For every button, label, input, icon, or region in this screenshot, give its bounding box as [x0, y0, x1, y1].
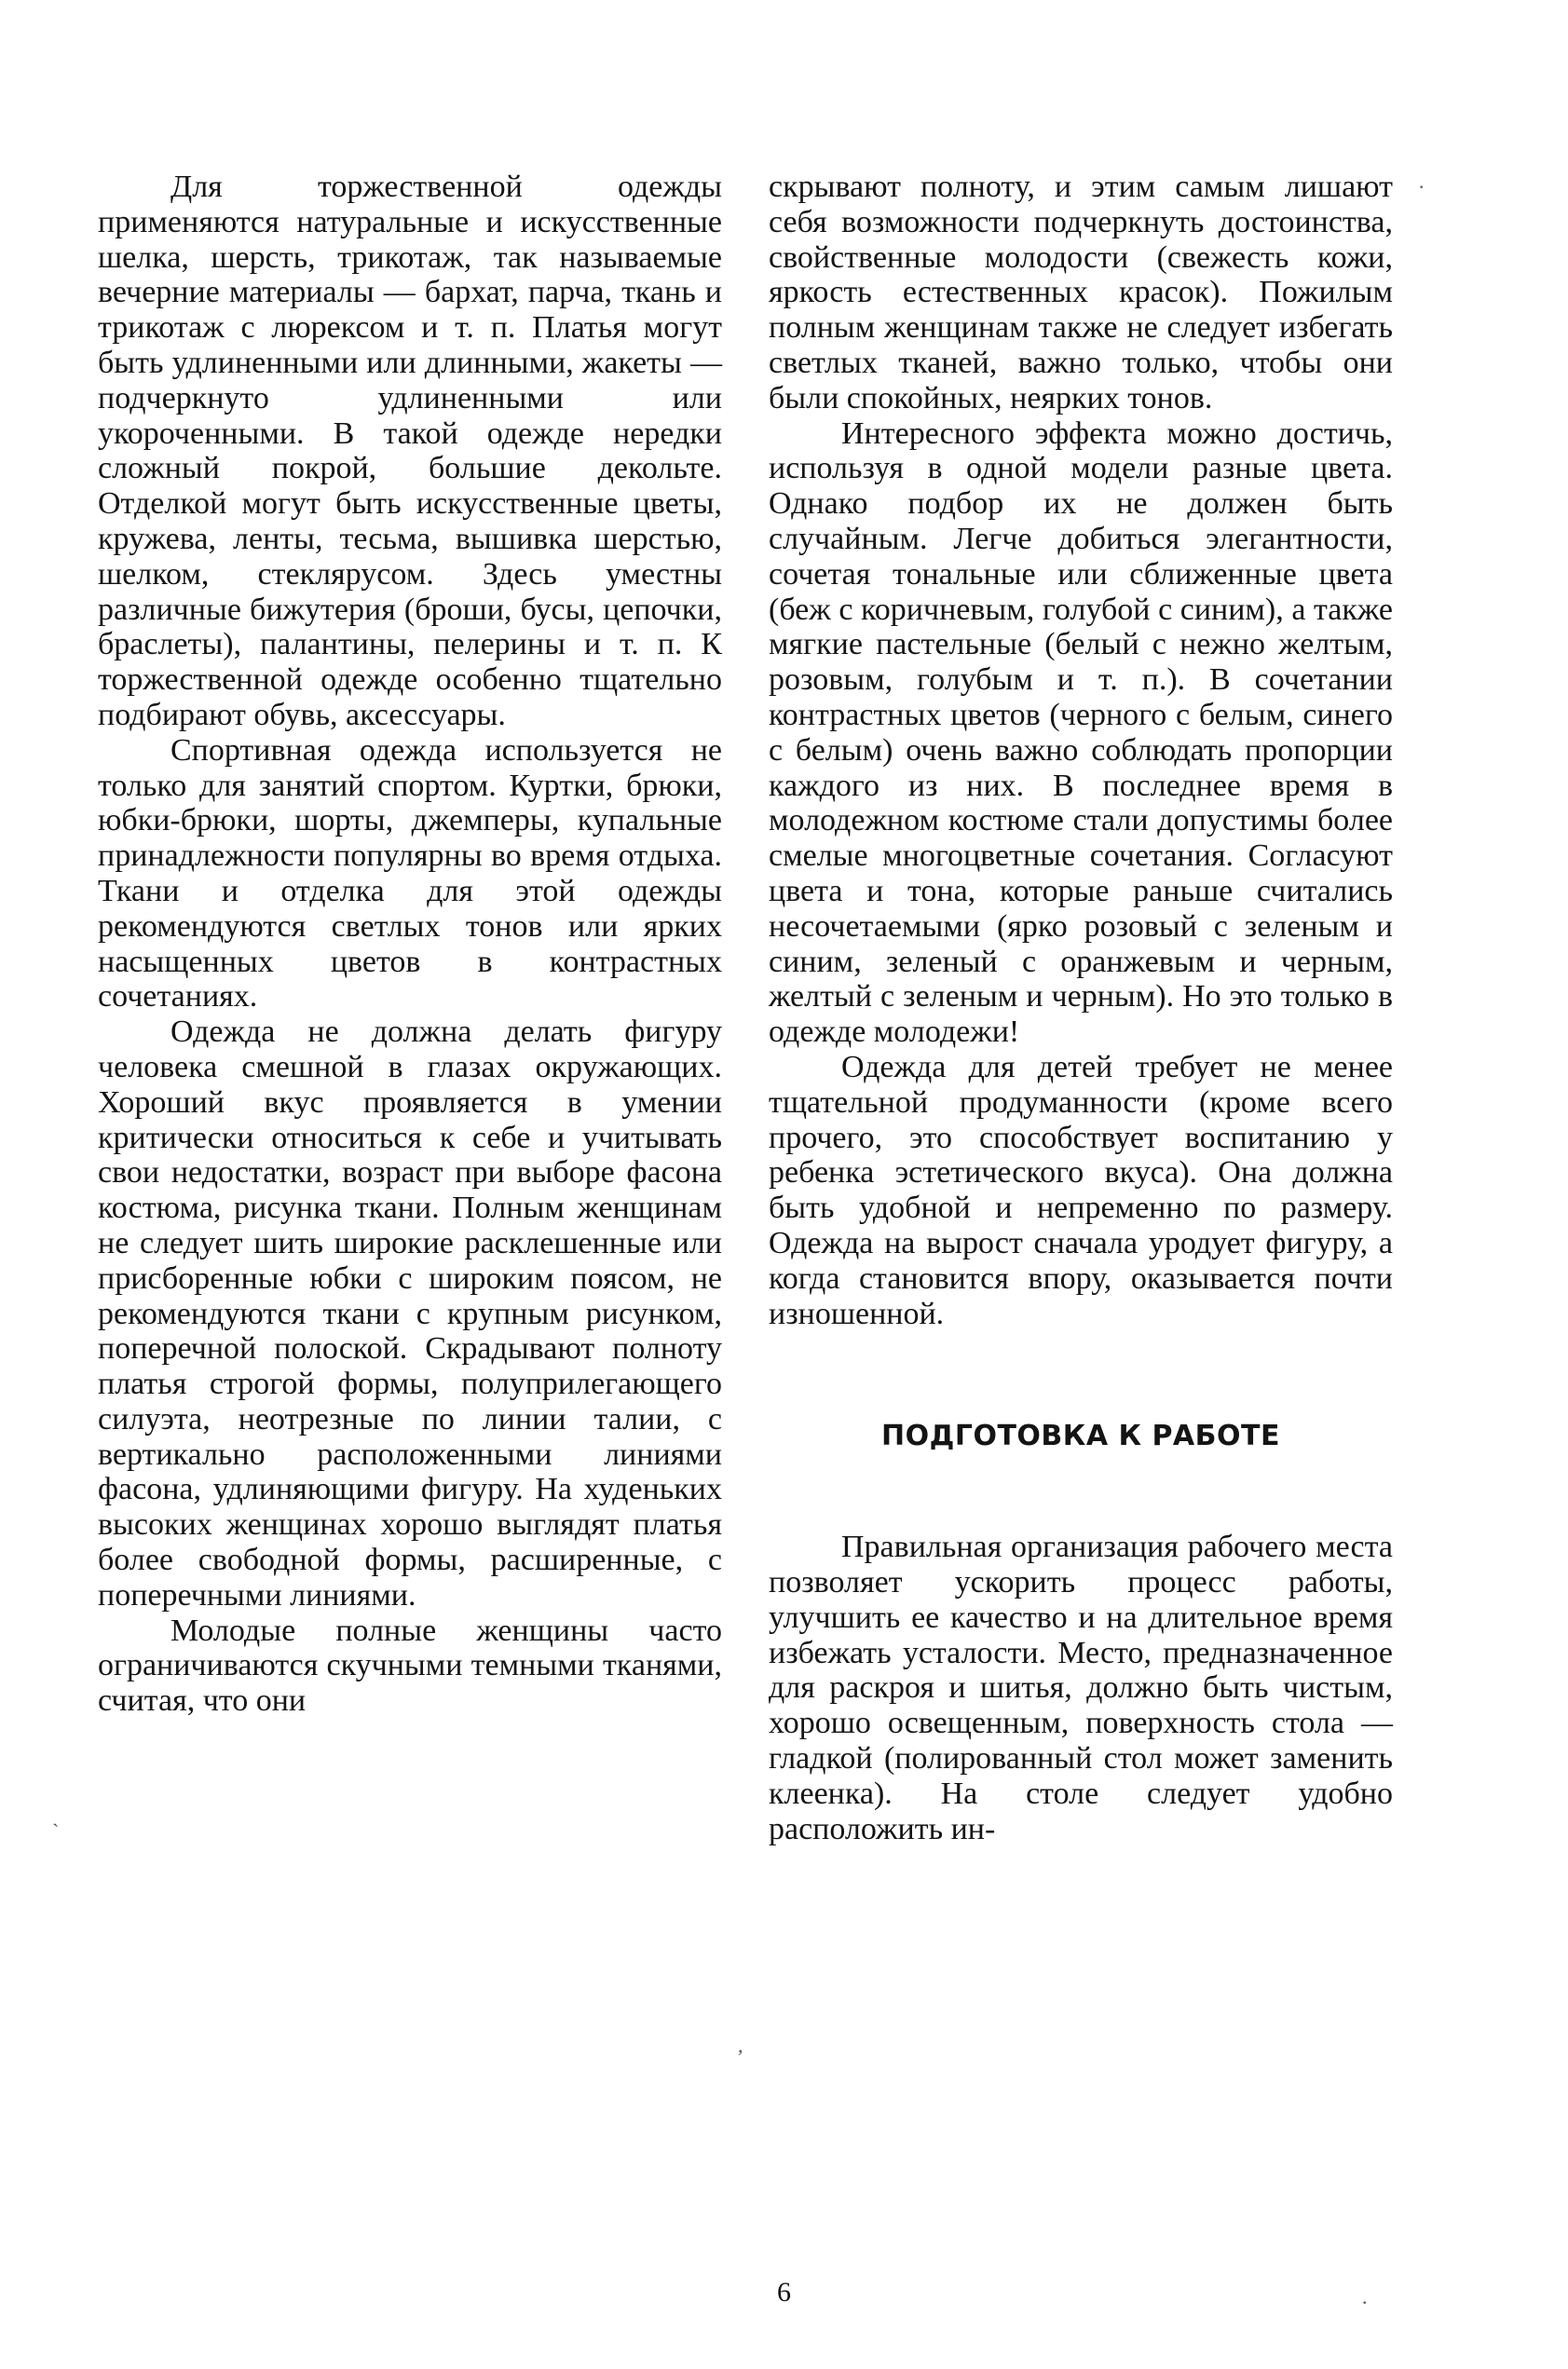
right-paragraph-after-heading: Правильная организация рабочего места позволяет ускорить процесс работы, улучшить ее качество и на длительное время избежать усталости. Место, предназначенное для раскроя и шитья, должно быть чистым, хорошо освещенным, поверхность стола — гладкой (полированный стол может заменить клеенка). На столе следует удобно расположить ин-	[769, 1530, 1393, 1846]
left-paragraph-2: Спортивная одежда используется не только для занятий спортом. Куртки, брюки, юбки-брюки, шорты, джемперы, купальные принадлежности популярны во время отдыха. Ткани и отделка для этой одежды рекомендуются светлых тонов или ярких насыщенных цветов в контрастных сочетаниях.	[98, 732, 722, 1014]
right-column	[769, 170, 1393, 1846]
left-paragraph-4: Молодые полные женщины часто ограничиваются скучными темными тканями, считая, что они	[98, 1613, 722, 1719]
stray-mark: `	[52, 1819, 60, 1843]
stray-mark: .	[1362, 2285, 1368, 2308]
section-heading: ПОДГОТОВКА К РАБОТЕ	[881, 1420, 1280, 1453]
page-number: 6	[777, 2277, 791, 2308]
right-paragraph-continued: скрывают полноту, и этим самым лишают себя возможности подчеркнуть достоинства, свойственные молодости (свежесть кожи, яркость естественных красок). Пожилым полным женщинам также не следует избегать светлых тканей, важно только, чтобы они были спокойных, неярких тонов.	[769, 170, 1393, 415]
right-paragraph-3: Одежда для детей требует не менее тщательной продуманности (кроме всего прочего, это способствует воспитанию у ребенка эстетического вкуса). Она должна быть удобной и непременно по размеру. Одежда на вырост сначала уродует фигуру, а когда становится впору, оказывается почти изношенной.	[769, 1049, 1393, 1331]
stray-mark: ,	[738, 2034, 743, 2057]
stray-mark: ·	[1418, 175, 1425, 198]
left-paragraph-3: Одежда не должна делать фигуру человека смешной в глазах окружающих. Хороший вкус проявляется в умении критически относиться к себе и учитывать свои недостатки, возраст при выборе фасона костюма, рисунка ткани. Полным женщинам не следует шить широкие расклешенные или присборенные юбки с широким поясом, не рекомендуются ткани с крупным рисунком, поперечной полоской. Скрадывают полноту платья строгой формы, полуприлегающего силуэта, неотрезные по линии талии, с вертикально расположенными линиями фасона, удлиняющими фигуру. На худеньких высоких женщинах хорошо выглядят платья более свободной формы, расширенные, с поперечными линиями.	[98, 1014, 722, 1613]
left-column	[98, 170, 722, 1719]
left-paragraph-1: Для торжественной одежды применяются натуральные и искусственные шелка, шерсть, трикотаж, так называемые вечерние материалы — бархат, парча, ткань и трикотаж с люрексом и т. п. Платья могут быть удлиненными или длинными, жакеты — подчеркнуто удлиненными или укороченными. В такой одежде нередки сложный покрой, большие декольте. Отделкой могут быть искусственные цветы, кружева, ленты, тесьма, вышивка шерстью, шелком, стеклярусом. Здесь уместны различные бижутерия (броши, бусы, цепочки, браслеты), палантины, пелерины и т. п. К торжественной одежде особенно тщательно подбирают обувь, аксессуары.	[98, 170, 722, 732]
right-paragraph-2: Интересного эффекта можно достичь, используя в одной модели разные цвета. Однако подбор их не должен быть случайным. Легче добиться элегантности, сочетая тональные или сближенные цвета (беж с коричневым, голубой с синим), а также мягкие пастельные (белый с нежно желтым, розовым, голубым и т. п.). В сочетании контрастных цветов (черного с белым, синего с белым) очень важно соблюдать пропорции каждого из них. В последнее время в молодежном костюме стали допустимы более смелые многоцветные сочетания. Согласуют цвета и тона, которые раньше считались несочетаемыми (ярко розовый с зеленым и синим, зеленый с оранжевым и черным, желтый с зеленым и черным). Но это только в одежде молодежи!	[769, 415, 1393, 1050]
